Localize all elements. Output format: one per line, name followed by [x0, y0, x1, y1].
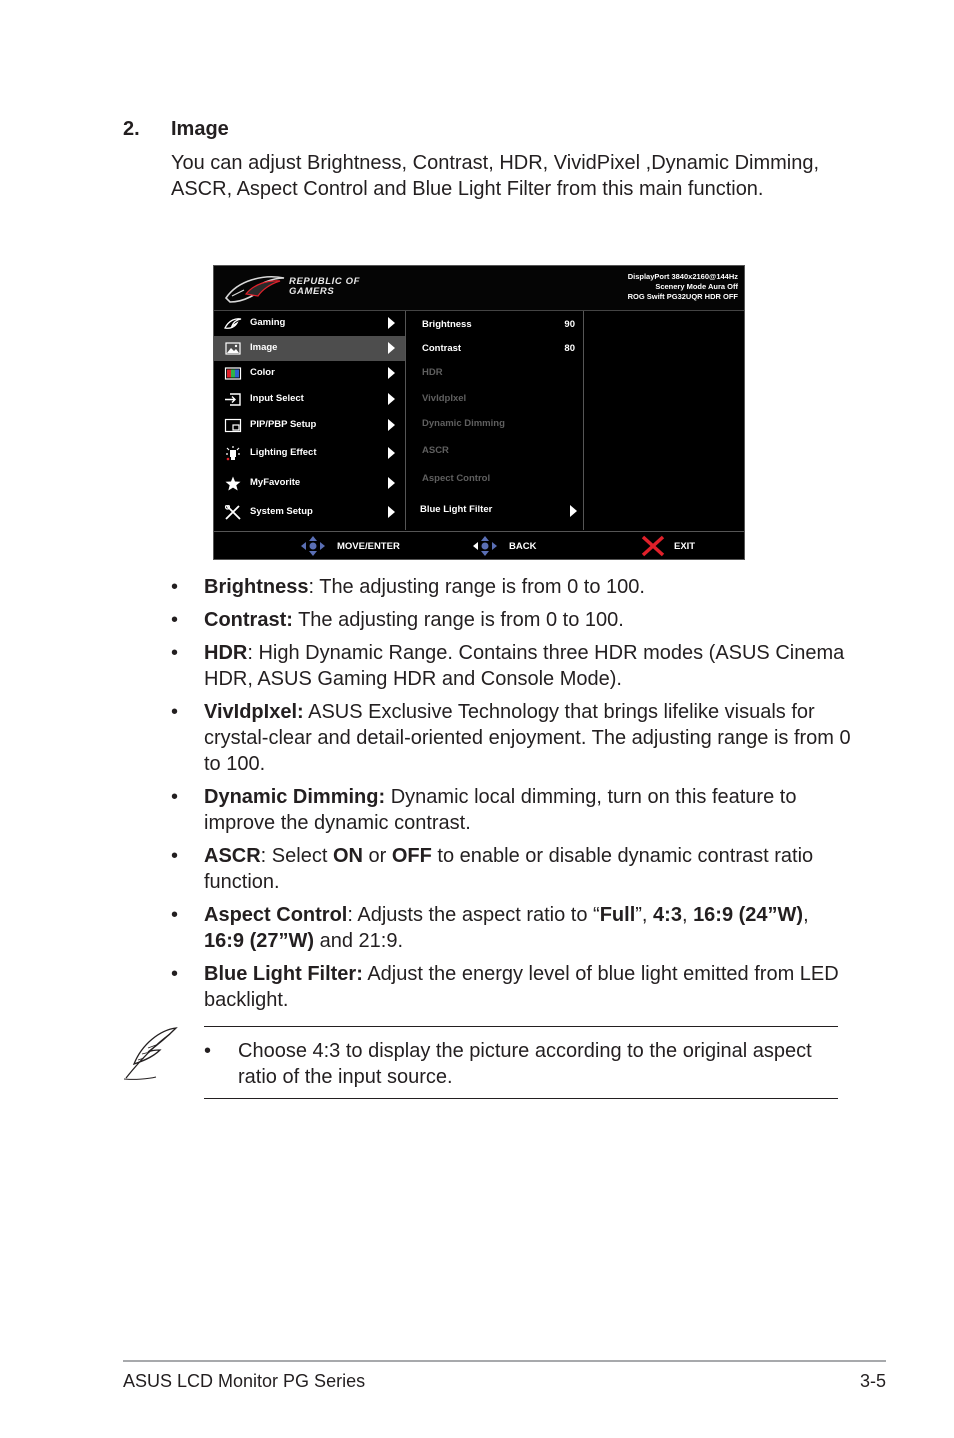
footer-rule [123, 1360, 886, 1362]
system-setup-icon [224, 505, 242, 520]
menu-label: PIP/PBP Setup [250, 419, 317, 430]
page-number: 3-5 [859, 1371, 886, 1391]
logo-line-1: REPUBLIC OF [289, 276, 360, 287]
submenu-item-dynamic-dimming [406, 412, 583, 437]
chevron-right-icon [388, 367, 395, 379]
bullet-term: VivIdpIxel: [204, 701, 304, 723]
bullet-ratio-4-3: 4:3 [653, 904, 682, 926]
submenu-item-brightness[interactable] [406, 313, 583, 338]
bullet-term: Aspect Control [204, 904, 348, 926]
osd-menu [213, 265, 745, 560]
note-rule-top [204, 1026, 838, 1027]
chevron-right-icon [388, 477, 395, 489]
feature-list [171, 574, 851, 1020]
menu-item-image[interactable] [214, 336, 405, 361]
submenu-label: Aspect Control [422, 473, 491, 484]
bullet-text: and 21:9. [314, 930, 403, 952]
section-title: Image [171, 118, 229, 140]
bullet-ascr: • ASCR: Select ON or OFF to enable or disable dynamic contrast ratio function. [171, 845, 814, 893]
rog-logo-icon [224, 272, 286, 304]
pip-pbp-icon [224, 418, 242, 433]
menu-label: Gaming [250, 317, 286, 328]
submenu-value: 80 [564, 343, 575, 354]
section-intro: You can adjust Brightness, Contrast, HDR, VividPixel ,Dynamic Dimming, ASCR, Aspect Control and Blue Light Filter from this main function. [171, 152, 820, 200]
bullet-text: : High Dynamic Range. Contains three HDR modes (ASUS Cinema HDR, ASUS Gaming HDR and Console Mode). [204, 642, 845, 690]
bullet-off: OFF [391, 845, 432, 867]
bullet-ratio-16-9-24: 16:9 (24”W) [693, 904, 804, 926]
bullet-text: : Select [260, 845, 333, 867]
bullet-text: ASUS Exclusive Technology that brings lifelike visuals for crystal-clear and detail-oriented enjoyment. The adjusting range is from 0 to 100. [204, 701, 851, 775]
bullet-on: ON [332, 845, 363, 867]
submenu-item-contrast[interactable] [406, 337, 583, 362]
section-number: 2. [123, 118, 140, 140]
menu-label: Color [250, 367, 275, 378]
note-rule-bottom [204, 1098, 838, 1099]
menu-item-system-setup[interactable] [214, 500, 405, 525]
status-line-input: DisplayPort 3840x2160@144Hz [627, 272, 738, 281]
exit-x-icon [641, 535, 665, 557]
menu-label: System Setup [250, 506, 313, 517]
submenu-label: Brightness [422, 319, 472, 330]
submenu-label: Contrast [422, 343, 462, 354]
chevron-right-icon [388, 342, 395, 354]
submenu-label: Blue Light Filter [420, 504, 493, 515]
dpad-move-icon [300, 535, 326, 557]
bullet-text: Adjust the energy level of blue light emitted from LED backlight. [204, 963, 839, 1011]
footer-back: BACK [509, 541, 537, 552]
bullet-text: to enable or disable dynamic contrast ratio function. [204, 845, 814, 893]
bullet-text: Dynamic local dimming, turn on this feature to improve the dynamic contrast. [204, 786, 797, 834]
submenu-label: Dynamic Dimming [422, 418, 505, 429]
submenu-item-blue-light-filter[interactable] [406, 498, 583, 523]
osd-footer [214, 531, 744, 560]
bullet-text: , [803, 904, 809, 926]
menu-label: Image [250, 342, 278, 353]
gaming-icon [224, 316, 242, 331]
menu-label: Input Select [250, 393, 304, 404]
bullet-term: Blue Light Filter: [204, 963, 363, 985]
dpad-back-icon [472, 535, 498, 557]
footer-exit: EXIT [674, 541, 696, 552]
chevron-right-icon [570, 505, 577, 517]
color-icon [224, 366, 242, 381]
bullet-vividpixel: • VivIdpIxel: ASUS Exclusive Technology that brings lifelike visuals for crystal-clear and detail-oriented enjoyment. The adjusting range is from 0 to 100. [171, 701, 851, 775]
bullet-term: Dynamic Dimming: [204, 786, 386, 808]
bullet-aspect-control: • Aspect Control: Adjusts the aspect ratio to “Full”, 4:3, 16:9 (24”W), 16:9 (27”W) and 21:9. [171, 904, 809, 952]
submenu-item-ascr [406, 439, 583, 464]
chevron-right-icon [388, 393, 395, 405]
submenu-item-hdr [406, 361, 583, 386]
chevron-right-icon [388, 419, 395, 431]
submenu-value: 90 [564, 319, 575, 330]
logo-line-2: GAMERS [289, 286, 335, 297]
submenu-label: HDR [422, 367, 443, 378]
bullet-text: ”, [635, 904, 654, 926]
bullet-ratio-16-9-27: 16:9 (27”W) [204, 930, 315, 952]
menu-item-input-select[interactable] [214, 387, 405, 412]
bullet-term: ASCR [204, 845, 261, 867]
submenu-item-vividpixel [406, 387, 583, 412]
menu-item-myfavorite[interactable] [214, 471, 405, 496]
status-line-mode: Scenery Mode Aura Off [655, 282, 738, 291]
bullet-contrast: • Contrast: The adjusting range is from 0 to 100. [171, 609, 624, 631]
submenu-label: ASCR [422, 445, 449, 456]
bullet-blue-light-filter: • Blue Light Filter: Adjust the energy level of blue light emitted from LED backlight. [171, 963, 839, 1011]
star-icon [224, 476, 242, 491]
bullet-text: : The adjusting range is from 0 to 100. [308, 576, 645, 598]
chevron-right-icon [388, 447, 395, 459]
footer-move-enter: MOVE/ENTER [337, 541, 400, 552]
footer-title: ASUS LCD Monitor PG Series [123, 1371, 366, 1391]
bullet-term: HDR [204, 642, 248, 664]
osd-main-menu [214, 311, 406, 530]
osd-detail-panel [584, 311, 744, 530]
chevron-right-icon [388, 506, 395, 518]
menu-item-lighting-effect[interactable] [214, 441, 405, 466]
bullet-term: Contrast: [204, 609, 293, 631]
chevron-right-icon [388, 317, 395, 329]
bullet-text: : Adjusts the aspect ratio to “ [347, 904, 600, 926]
note-bullet: • Choose 4:3 to display the picture according to the original aspect ratio of the input source. [204, 1040, 812, 1088]
status-line-model: ROG Swift PG32UQR HDR OFF [627, 292, 738, 301]
bullet-text: or [362, 845, 392, 867]
bullet-hdr: • HDR: High Dynamic Range. Contains three HDR modes (ASUS Cinema HDR, ASUS Gaming HDR and Console Mode). [171, 642, 845, 690]
note [204, 1038, 838, 1090]
bullet-dynamic-dimming: • Dynamic Dimming: Dynamic local dimming, turn on this feature to improve the dynamic contrast. [171, 786, 797, 834]
osd-submenu [406, 311, 584, 530]
image-icon [224, 341, 242, 356]
feather-note-icon [120, 1024, 180, 1084]
bullet-brightness: • Brightness: The adjusting range is from 0 to 100. [171, 576, 645, 598]
menu-label: MyFavorite [250, 477, 301, 488]
rog-logo-text [289, 277, 360, 297]
bullet-full: Full [599, 904, 636, 926]
input-select-icon [224, 392, 242, 407]
bullet-term: Brightness [204, 576, 309, 598]
note-text: Choose 4:3 to display the picture according to the original aspect ratio of the input source. [238, 1040, 812, 1088]
menu-item-pip-pbp[interactable] [214, 413, 405, 438]
menu-item-color[interactable] [214, 361, 405, 386]
lighting-effect-icon [224, 446, 242, 461]
submenu-label: VivIdpIxel [422, 393, 467, 404]
submenu-item-aspect-control [406, 467, 583, 492]
bullet-text: The adjusting range is from 0 to 100. [292, 609, 624, 631]
menu-label: Lighting Effect [250, 447, 317, 458]
osd-status [628, 272, 738, 302]
bullet-text: , [681, 904, 694, 926]
osd-header [214, 266, 744, 311]
menu-item-gaming[interactable] [214, 311, 405, 336]
